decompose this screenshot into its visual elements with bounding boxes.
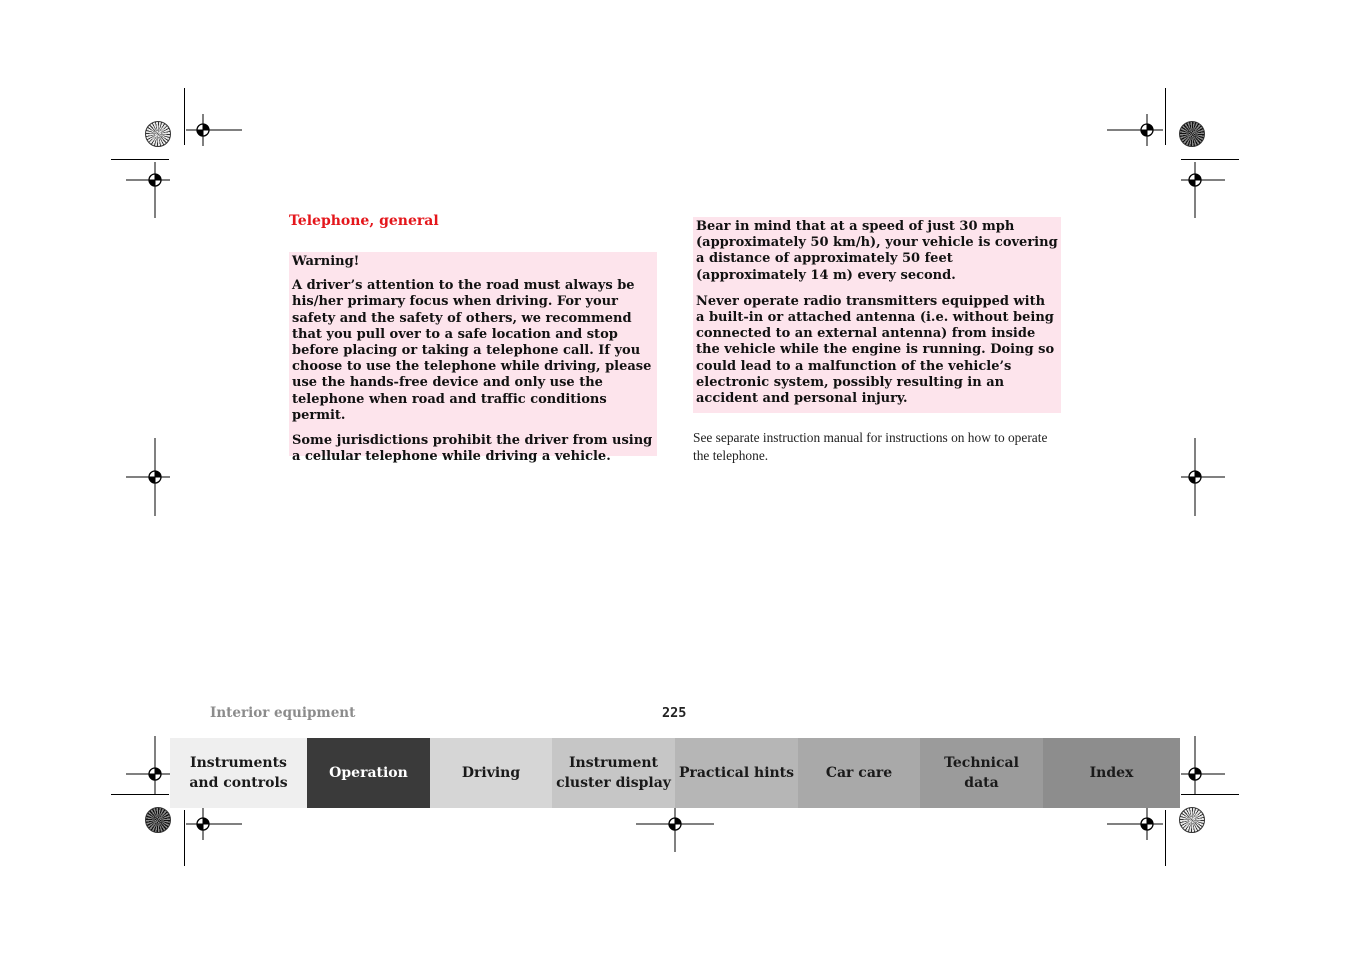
crop-line (111, 159, 169, 160)
registration-target-icon (1107, 808, 1165, 840)
footer-section-name: Interior equipment (210, 705, 356, 721)
registration-target-icon (1181, 438, 1225, 516)
registration-star-icon (145, 121, 171, 147)
warning-paragraph: Some jurisdictions prohibit the driver from using a cellular telephone while driving a vehicle. (292, 433, 653, 465)
registration-target-icon (636, 808, 716, 852)
nav-tab-instruments-and-controls[interactable]: Instruments and controls (170, 738, 307, 808)
registration-star-icon (145, 807, 171, 833)
crop-line (184, 88, 185, 145)
nav-tab-instrument-cluster-display[interactable]: Instrument cluster display (552, 738, 675, 808)
warning-paragraph: A driver’s attention to the road must always be his/her primary focus when driving. For your safety and the safety of others, we recommend that you pull over to a safe location and stop before placing or taking a telephone call. If you choose to use the telephone while driving, please use the hands-free device and only use the telephone when road and traffic conditions permit. (292, 278, 652, 423)
crop-line (1165, 88, 1166, 145)
registration-star-icon (1179, 121, 1205, 147)
crop-line (1165, 810, 1166, 866)
nav-tab-operation[interactable]: Operation (307, 738, 430, 808)
registration-target-icon (1181, 736, 1225, 794)
warning-paragraph: Bear in mind that at a speed of just 30 mph (approximately 50 km/h), your vehicle is covering a distance of approximately 50 feet (approximately 14 m) every second. (696, 219, 1058, 283)
crop-line (184, 810, 185, 866)
registration-target-icon (126, 162, 170, 218)
registration-target-icon (186, 808, 244, 840)
crop-line (1181, 159, 1239, 160)
instruction-note: See separate instruction manual for instructions on how to operate the telephone. (693, 430, 1048, 463)
crop-line (111, 794, 169, 795)
page-number: 225 (662, 705, 687, 721)
registration-target-icon (1107, 114, 1165, 146)
nav-tab-practical-hints[interactable]: Practical hints (675, 738, 798, 808)
nav-tab-index[interactable]: Index (1043, 738, 1180, 808)
nav-tab-driving[interactable]: Driving (430, 738, 552, 808)
crop-line (1181, 794, 1239, 795)
warning-paragraph: Never operate radio transmitters equipped with a built-in or attached antenna (i.e. without being connected to an external antenna) from inside the vehicle while the engine is running. Doing so could lead to a malfunction of the vehicle’s electronic system, possibly resulting in an accident and personal injury. (696, 293, 1055, 407)
registration-target-icon (126, 438, 170, 516)
warning-box-right (693, 217, 1061, 413)
section-title: Telephone, general (289, 213, 439, 229)
registration-target-icon (186, 114, 244, 146)
warning-title: Warning! (292, 254, 360, 269)
registration-star-icon (1179, 807, 1205, 833)
chapter-nav-bar (170, 738, 1180, 808)
warning-box-left (289, 252, 657, 465)
nav-tab-car-care[interactable]: Car care (798, 738, 920, 808)
nav-tab-technical-data[interactable]: Technical data (920, 738, 1043, 808)
registration-target-icon (126, 736, 170, 794)
registration-target-icon (1181, 162, 1225, 218)
